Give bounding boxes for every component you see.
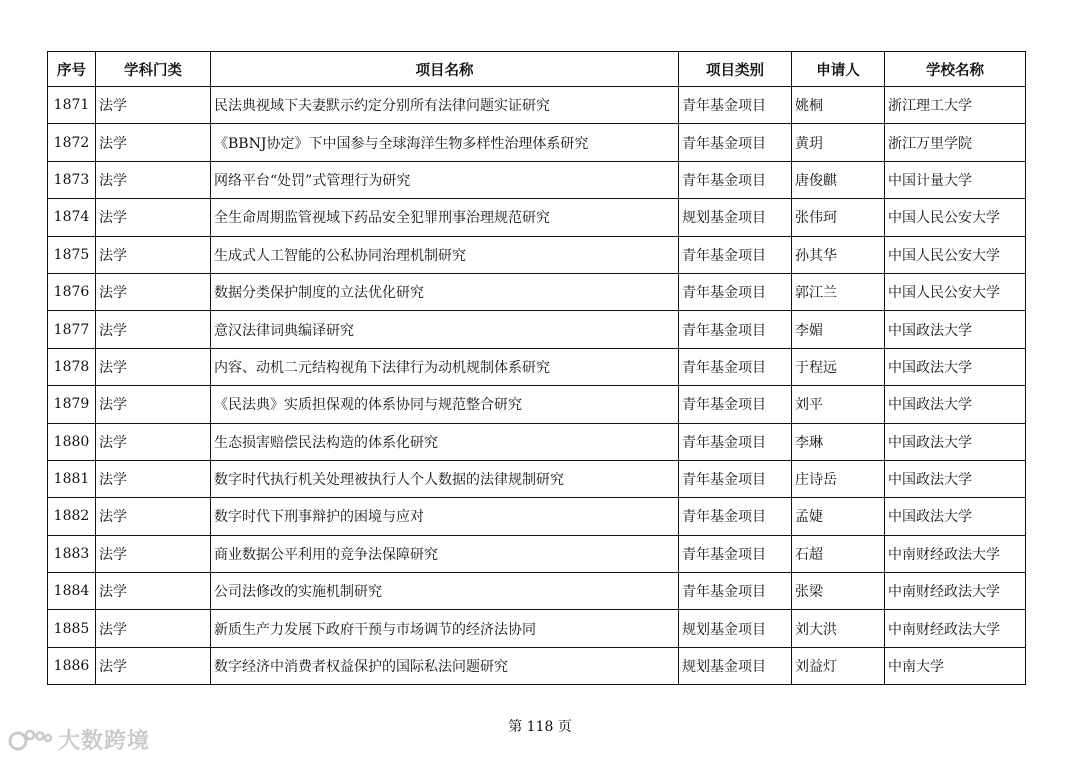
cell-applicant: 李媚	[792, 311, 885, 348]
header-seq: 序号	[48, 52, 96, 87]
cell-project-type: 规划基金项目	[679, 647, 792, 684]
cell-seq: 1878	[48, 348, 96, 385]
cell-seq: 1876	[48, 273, 96, 310]
table-row	[48, 423, 1026, 460]
cell-school: 中国政法大学	[885, 348, 1026, 385]
table-row	[48, 535, 1026, 572]
cell-seq: 1886	[48, 647, 96, 684]
cell-category: 法学	[96, 348, 211, 385]
cell-project-type: 青年基金项目	[679, 386, 792, 423]
cell-project-name: 数字经济中消费者权益保护的国际私法问题研究	[211, 647, 679, 684]
cell-applicant: 石超	[792, 535, 885, 572]
cell-school: 中国政法大学	[885, 498, 1026, 535]
cell-project-name: 内容、动机二元结构视角下法律行为动机规制体系研究	[211, 348, 679, 385]
grant-project-table	[47, 51, 1026, 685]
table-row	[48, 610, 1026, 647]
page-number: 第 118 页	[508, 719, 572, 735]
cell-applicant: 庄诗岳	[792, 460, 885, 497]
cell-category: 法学	[96, 124, 211, 161]
header-project-type: 项目类别	[679, 52, 792, 87]
cell-school: 中国人民公安大学	[885, 199, 1026, 236]
cell-applicant: 张梁	[792, 573, 885, 610]
cell-school: 中国人民公安大学	[885, 273, 1026, 310]
table-row	[48, 124, 1026, 161]
cell-applicant: 黄玥	[792, 124, 885, 161]
cell-seq: 1875	[48, 236, 96, 273]
cell-category: 法学	[96, 460, 211, 497]
table-body	[48, 87, 1026, 685]
cell-project-name: 《BBNJ协定》下中国参与全球海洋生物多样性治理体系研究	[211, 124, 679, 161]
cell-seq: 1873	[48, 161, 96, 198]
cell-category: 法学	[96, 535, 211, 572]
cell-project-name: 全生命周期监管视域下药品安全犯罪刑事治理规范研究	[211, 199, 679, 236]
cell-school: 中南财经政法大学	[885, 610, 1026, 647]
cell-applicant: 李琳	[792, 423, 885, 460]
watermark	[8, 724, 150, 755]
table-row	[48, 199, 1026, 236]
cell-project-type: 青年基金项目	[679, 535, 792, 572]
cell-project-name: 数字时代下刑事辩护的困境与应对	[211, 498, 679, 535]
header-project-name: 项目名称	[211, 52, 679, 87]
cell-seq: 1872	[48, 124, 96, 161]
cell-project-type: 青年基金项目	[679, 161, 792, 198]
header-category: 学科门类	[96, 52, 211, 87]
cell-seq: 1871	[48, 87, 96, 124]
cell-project-type: 青年基金项目	[679, 460, 792, 497]
cell-seq: 1881	[48, 460, 96, 497]
cell-applicant: 张伟珂	[792, 199, 885, 236]
cell-project-type: 青年基金项目	[679, 348, 792, 385]
cell-seq: 1883	[48, 535, 96, 572]
cell-seq: 1874	[48, 199, 96, 236]
cell-applicant: 姚桐	[792, 87, 885, 124]
table-row	[48, 236, 1026, 273]
cell-school: 中国政法大学	[885, 386, 1026, 423]
brand-logo-icon	[8, 727, 54, 753]
cell-category: 法学	[96, 423, 211, 460]
cell-school: 中国政法大学	[885, 423, 1026, 460]
table-row	[48, 386, 1026, 423]
cell-category: 法学	[96, 610, 211, 647]
cell-project-name: 新质生产力发展下政府干预与市场调节的经济法协同	[211, 610, 679, 647]
cell-seq: 1880	[48, 423, 96, 460]
cell-project-type: 青年基金项目	[679, 87, 792, 124]
cell-category: 法学	[96, 386, 211, 423]
cell-project-name: 网络平台“处罚”式管理行为研究	[211, 161, 679, 198]
cell-project-type: 青年基金项目	[679, 498, 792, 535]
cell-applicant: 孟婕	[792, 498, 885, 535]
cell-applicant: 唐俊麒	[792, 161, 885, 198]
cell-category: 法学	[96, 311, 211, 348]
cell-applicant: 刘平	[792, 386, 885, 423]
cell-applicant: 孙其华	[792, 236, 885, 273]
cell-school: 中国政法大学	[885, 460, 1026, 497]
cell-project-type: 规划基金项目	[679, 199, 792, 236]
cell-project-type: 规划基金项目	[679, 610, 792, 647]
table-row	[48, 273, 1026, 310]
cell-project-name: 生态损害赔偿民法构造的体系化研究	[211, 423, 679, 460]
table-row	[48, 87, 1026, 124]
cell-seq: 1877	[48, 311, 96, 348]
header-applicant: 申请人	[792, 52, 885, 87]
cell-school: 中南财经政法大学	[885, 535, 1026, 572]
cell-project-type: 青年基金项目	[679, 311, 792, 348]
cell-project-type: 青年基金项目	[679, 423, 792, 460]
cell-category: 法学	[96, 87, 211, 124]
cell-applicant: 刘益灯	[792, 647, 885, 684]
watermark-text: 大数跨境	[58, 729, 151, 754]
cell-applicant: 刘大洪	[792, 610, 885, 647]
table-row	[48, 647, 1026, 684]
cell-project-name: 商业数据公平利用的竞争法保障研究	[211, 535, 679, 572]
cell-category: 法学	[96, 647, 211, 684]
table-row	[48, 348, 1026, 385]
cell-category: 法学	[96, 199, 211, 236]
cell-project-type: 青年基金项目	[679, 236, 792, 273]
cell-category: 法学	[96, 498, 211, 535]
cell-project-name: 《民法典》实质担保观的体系协同与规范整合研究	[211, 386, 679, 423]
cell-project-type: 青年基金项目	[679, 573, 792, 610]
table-row	[48, 573, 1026, 610]
cell-project-name: 数据分类保护制度的立法优化研究	[211, 273, 679, 310]
cell-school: 中国计量大学	[885, 161, 1026, 198]
cell-project-name: 意汉法律词典编译研究	[211, 311, 679, 348]
header-school: 学校名称	[885, 52, 1026, 87]
cell-category: 法学	[96, 273, 211, 310]
cell-seq: 1885	[48, 610, 96, 647]
table-row	[48, 460, 1026, 497]
table-row	[48, 311, 1026, 348]
cell-applicant: 郭江兰	[792, 273, 885, 310]
cell-project-type: 青年基金项目	[679, 124, 792, 161]
cell-seq: 1882	[48, 498, 96, 535]
table-row	[48, 161, 1026, 198]
cell-school: 浙江万里学院	[885, 124, 1026, 161]
cell-project-type: 青年基金项目	[679, 273, 792, 310]
cell-school: 中南大学	[885, 647, 1026, 684]
cell-school: 中国人民公安大学	[885, 236, 1026, 273]
cell-project-name: 数字时代执行机关处理被执行人个人数据的法律规制研究	[211, 460, 679, 497]
cell-project-name: 民法典视域下夫妻默示约定分别所有法律问题实证研究	[211, 87, 679, 124]
cell-school: 浙江理工大学	[885, 87, 1026, 124]
cell-project-name: 生成式人工智能的公私协同治理机制研究	[211, 236, 679, 273]
table-row	[48, 498, 1026, 535]
cell-category: 法学	[96, 236, 211, 273]
cell-seq: 1879	[48, 386, 96, 423]
cell-category: 法学	[96, 161, 211, 198]
cell-school: 中国政法大学	[885, 311, 1026, 348]
table-header-row	[48, 52, 1026, 87]
cell-seq: 1884	[48, 573, 96, 610]
cell-category: 法学	[96, 573, 211, 610]
cell-project-name: 公司法修改的实施机制研究	[211, 573, 679, 610]
cell-applicant: 于程远	[792, 348, 885, 385]
cell-school: 中南财经政法大学	[885, 573, 1026, 610]
